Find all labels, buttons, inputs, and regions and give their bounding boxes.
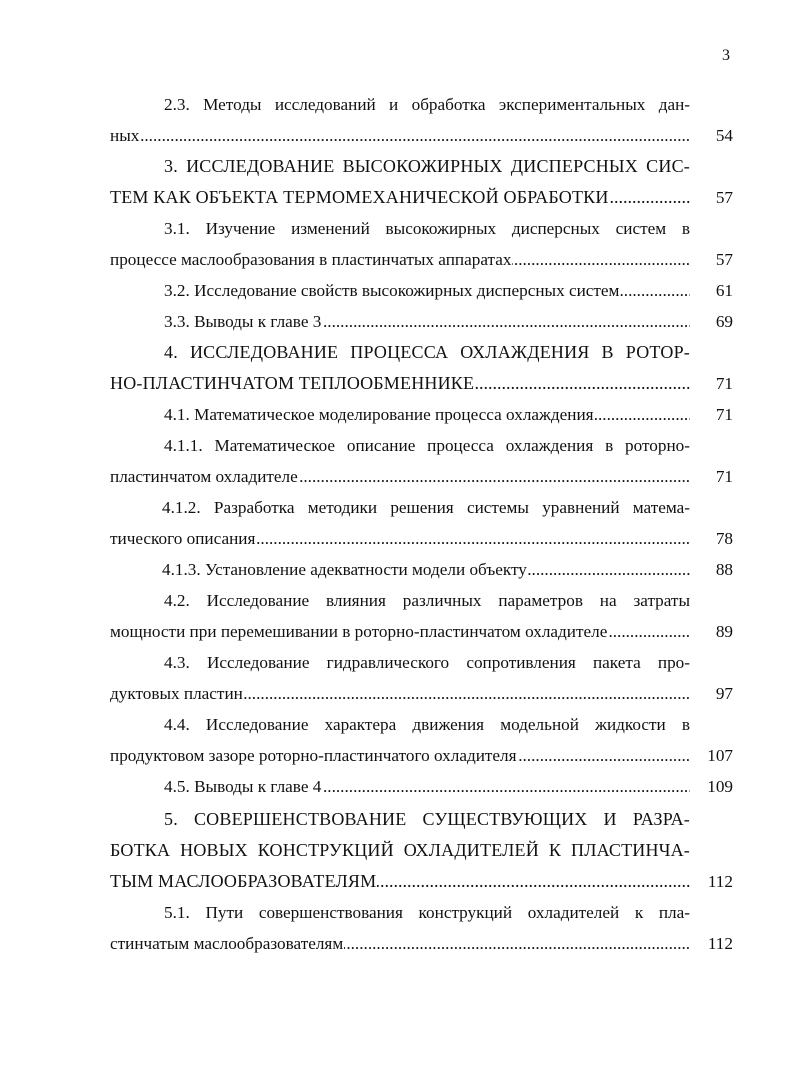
toc-line-text: ных xyxy=(110,126,140,145)
toc-page-number: 57 xyxy=(715,250,733,269)
toc-page-number: 89 xyxy=(715,622,733,641)
toc-page-number: 71 xyxy=(715,467,733,486)
toc-line: 4.3. Исследование гидравлического сопротивления пакета про- xyxy=(164,653,690,672)
toc-chapter-line xyxy=(110,182,690,213)
toc-page-number: 112 xyxy=(707,872,733,891)
toc-line: 4.1.2. Разработка методики решения системы уравнений матема- xyxy=(162,498,690,517)
toc-page-number: 71 xyxy=(715,405,733,424)
toc-line xyxy=(110,678,690,709)
toc-line-text: стинчатым маслообразователям xyxy=(110,934,344,953)
toc-page-number: 61 xyxy=(715,281,733,300)
toc-line xyxy=(164,771,690,802)
toc-line-text: 3.2. Исследование свойств высокожирных дисперсных систем xyxy=(164,281,620,300)
toc-line-text: дуктовых пластин xyxy=(110,684,243,703)
toc-chapter-line xyxy=(110,866,690,897)
toc-line xyxy=(110,120,690,151)
toc-page-number: 78 xyxy=(715,529,733,548)
page-number: 3 xyxy=(722,47,730,64)
toc-line-text: ТЫМ МАСЛООБРАЗОВАТЕЛЯМ xyxy=(110,871,377,891)
toc-line-text: НО-ПЛАСТИНЧАТОМ ТЕПЛООБМЕННИКЕ xyxy=(110,373,475,393)
toc-line-text: ТЕМ КАК ОБЪЕКТА ТЕРМОМЕХАНИЧЕСКОЙ ОБРАБОТКИ xyxy=(110,187,609,207)
toc-line xyxy=(110,616,690,647)
toc-line: 3.1. Изучение изменений высокожирных дисперсных систем в xyxy=(164,219,690,238)
toc-line: 4.1.1. Математическое описание процесса охлаждения в роторно- xyxy=(164,436,690,455)
toc-page-number: 69 xyxy=(715,312,733,331)
toc-page-number: 57 xyxy=(715,188,733,207)
toc-line-text: мощности при перемешивании в роторно-пластинчатом охладителе xyxy=(110,622,608,641)
toc-page-number: 97 xyxy=(715,684,733,703)
toc-line-text: 4.1.3. Установление адекватности модели объекту xyxy=(162,560,527,579)
toc-line xyxy=(110,244,690,275)
toc-line: 5.1. Пути совершенствования конструкций охладителей к пла- xyxy=(164,903,690,922)
toc-page-number: 88 xyxy=(715,560,733,579)
toc-line-text: 4.5. Выводы к главе 4 xyxy=(164,777,322,796)
toc-line-text: пластинчатом охладителе xyxy=(110,467,298,486)
toc-line: 4.2. Исследование влияния различных параметров на затраты xyxy=(164,591,690,610)
toc-line-text: процессе маслообразования в пластинчатых аппаратах xyxy=(110,250,512,269)
toc-line-text: продуктовом зазоре роторно-пластинчатого охладителя xyxy=(110,746,517,765)
toc-page-number: 71 xyxy=(715,374,733,393)
toc-line xyxy=(110,523,690,554)
toc-line-text: 3.3. Выводы к главе 3 xyxy=(164,312,322,331)
toc-chapter-line: 5. СОВЕРШЕНСТВОВАНИЕ СУЩЕСТВУЮЩИХ И РАЗРА- xyxy=(164,809,690,829)
toc-line xyxy=(164,275,690,306)
toc-line: 2.3. Методы исследований и обработка экспериментальных дан- xyxy=(164,95,690,114)
toc-page-number: 109 xyxy=(707,777,733,796)
toc-line: 4.4. Исследование характера движения модельной жидкости в xyxy=(164,715,690,734)
toc-page-number: 54 xyxy=(715,126,733,145)
toc-line xyxy=(110,740,690,771)
toc-line-text: 4.1. Математическое моделирование процесса охлаждения xyxy=(164,405,594,424)
toc-line xyxy=(110,461,690,492)
toc-line xyxy=(164,399,690,430)
toc-page-number: 112 xyxy=(707,934,733,953)
toc-line xyxy=(110,928,690,959)
toc-chapter-line xyxy=(110,368,690,399)
toc-chapter-line: 4. ИССЛЕДОВАНИЕ ПРОЦЕССА ОХЛАЖДЕНИЯ В РОТОР- xyxy=(164,342,690,362)
toc-line xyxy=(162,554,690,585)
toc-chapter-line: БОТКА НОВЫХ КОНСТРУКЦИЙ ОХЛАДИТЕЛЕЙ К ПЛАСТИНЧА- xyxy=(110,840,690,860)
toc-chapter-line: 3. ИССЛЕДОВАНИЕ ВЫСОКОЖИРНЫХ ДИСПЕРСНЫХ СИС- xyxy=(164,156,690,176)
toc-page-number: 107 xyxy=(707,746,733,765)
toc-line-text: тического описания xyxy=(110,529,256,548)
toc-line xyxy=(164,306,690,337)
